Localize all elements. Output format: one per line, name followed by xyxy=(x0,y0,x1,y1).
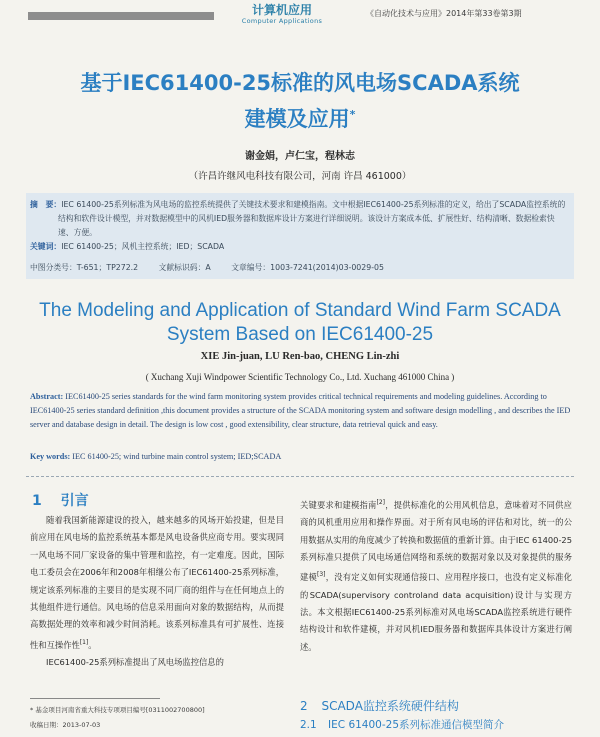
title-en-line2: System Based on IEC61400-25 xyxy=(166,324,434,345)
authors-en: XIE Jin-juan, LU Ren-bao, CHENG Lin-zhi xyxy=(200,351,400,362)
title-cn-line1: 基于IEC61400-25标准的风电场SCADA系统 xyxy=(80,71,520,95)
intro-heading xyxy=(32,490,89,510)
subsection-heading xyxy=(300,717,504,732)
keywords-cn-text: IEC 61400-25；风机主控系统；IED；SCADA xyxy=(61,242,225,251)
intro-title: 引言 xyxy=(60,493,89,509)
subsection-number: 2.1 xyxy=(300,719,317,731)
citation-1: [1] xyxy=(79,638,89,646)
title-cn-line2 xyxy=(0,100,600,134)
citation-3: [3] xyxy=(317,571,326,579)
title-footnote-mark: * xyxy=(349,108,356,121)
affiliation-cn: （许昌许继风电科技有限公司，河南 许昌 461000） xyxy=(188,171,412,182)
section2-title: SCADA监控系统硬件结构 xyxy=(321,699,459,713)
abstract-en xyxy=(30,390,574,432)
intro-number: 1 xyxy=(32,493,42,509)
intro-paragraph-1 xyxy=(30,512,284,654)
intro-right-text-b: ，提供标准化的公用风机信息，意味着对不同供应商的风机重用应用和操作界面。对于所有风电场的评估和对比，统一的公用数据从实用的角度减少了转换和数据值的重新计算。由于IEC 61400-25系列标准只提供了风电场通信网络和系统的数据对象以及对象提供的服务建模 xyxy=(300,499,572,583)
classification-line xyxy=(30,262,570,273)
title-cn-line2-text: 建模及应用 xyxy=(244,107,350,131)
intro-paragraph-1-text: 随着我国新能源建设的投入，越来越多的风场开始投建，但是目前应用在风电场的监控系统基本都是风电设备供应商专用。要实现同一风电场不同厂家设备的集中管理和监控，有一定难度。因此，国际电工委员会在2006年和2008年相继公布了IEC61400-25系列标准，规定该系列标准的主要目的是实现不同厂商的组件与在任何地点上的其他组件进行通信。风电场的信息采用面向对象的数据结构，从而提高数据处理的效率和减少时间消耗。该系列标准具有可扩展性、连接性和互操作性 xyxy=(30,515,284,650)
footnote-rule xyxy=(30,698,160,699)
affiliation-en: ( Xuchang Xuji Windpower Scientific Technology Co., Ltd. Xuchang 461000 China ) xyxy=(145,372,455,382)
footnote-received: 收稿日期：2013-07-03 xyxy=(30,721,101,729)
keywords-en-label: Key words: xyxy=(30,452,71,461)
clc-number: 中图分类号：T-651；TP272.2 xyxy=(30,263,139,272)
intro-paragraph-1-end: 。 xyxy=(88,639,97,650)
footnote-fund: * 基金项目河南省重大科技专项项目编号[0311002700800] xyxy=(30,706,205,714)
authors-cn: 谢金娟，卢仁宝，程林志 xyxy=(245,151,355,162)
header-rule-left xyxy=(28,12,214,20)
intro-right-text-a: 关键要求和建模指南 xyxy=(300,499,377,510)
intro-right-text-c: ，没有定义如何实现通信接口、应用程序接口，也没有定义标准化的SCADA(supervisory controland data acquisition)设计与实现方法。本文根据IEC61400-25系列标准对风电场SCADA监控系统进行硬件结构设计和软件建模，并对风机IED服务器和数据库具体设计方案进行阐述。 xyxy=(300,572,572,652)
abstract-cn-label: 摘 要： xyxy=(30,200,62,209)
section-label-en: Computer Applications xyxy=(241,17,323,25)
keywords-en-text: IEC 61400-25; wind turbine main control system; IED;SCADA xyxy=(72,452,282,461)
title-en-line1: The Modeling and Application of Standard Wind Farm SCADA xyxy=(39,300,561,321)
section2-number: 2 xyxy=(300,699,308,713)
abstract-cn-paragraph xyxy=(30,198,570,240)
section-label-cn: 计算机应用 xyxy=(251,3,312,17)
article-number: 文章编号：1003-7241(2014)03-0029-05 xyxy=(231,263,384,272)
journal-citation: 《自动化技术与应用》2014年第33卷第3期 xyxy=(366,9,522,18)
keywords-cn-label: 关键词： xyxy=(30,242,62,251)
subsection-title: IEC 61400-25系列标准通信模型简介 xyxy=(328,719,504,731)
section-divider xyxy=(26,476,574,477)
abstract-en-text: IEC61400-25 series standards for the wind farm monitoring system provides critical technical requirements and modeling guidelines. According to IEC61400-25 series standard definition ,this document provides a structure of the SCADA monitoring system and software design modelling , and describes the IED server and database design in detail. The design is low cost , good extensibility, clear structure, data retrieval quick and easy. xyxy=(30,392,571,429)
header-band xyxy=(0,0,600,30)
abstract-en-label: Abstract: xyxy=(30,392,64,401)
abstract-cn-text: IEC 61400-25系列标准为风电场的监控系统提供了关键技术要求和建模指南。文中根据IEC61400-25系列标准的定义，给出了SCADA监控系统的结构和软件设计模型，并对数据模型中的风机IED服务器和数据库设计方案进行详细说明。该设计方案成本低、扩展性好、结构清晰、数据检索快速、方便。 xyxy=(58,200,566,237)
section-label xyxy=(222,3,342,26)
intro-right-column xyxy=(300,494,572,656)
intro-left-column xyxy=(30,512,284,671)
document-code: 文献标识码：A xyxy=(158,263,211,272)
intro-paragraph-2: IEC61400-25系列标准提出了风电场监控信息的 xyxy=(46,657,224,668)
section2-heading xyxy=(300,697,459,714)
keywords-en xyxy=(30,452,574,461)
citation-2: [2] xyxy=(376,499,385,506)
abstract-cn xyxy=(30,198,570,254)
keywords-cn xyxy=(30,240,570,254)
